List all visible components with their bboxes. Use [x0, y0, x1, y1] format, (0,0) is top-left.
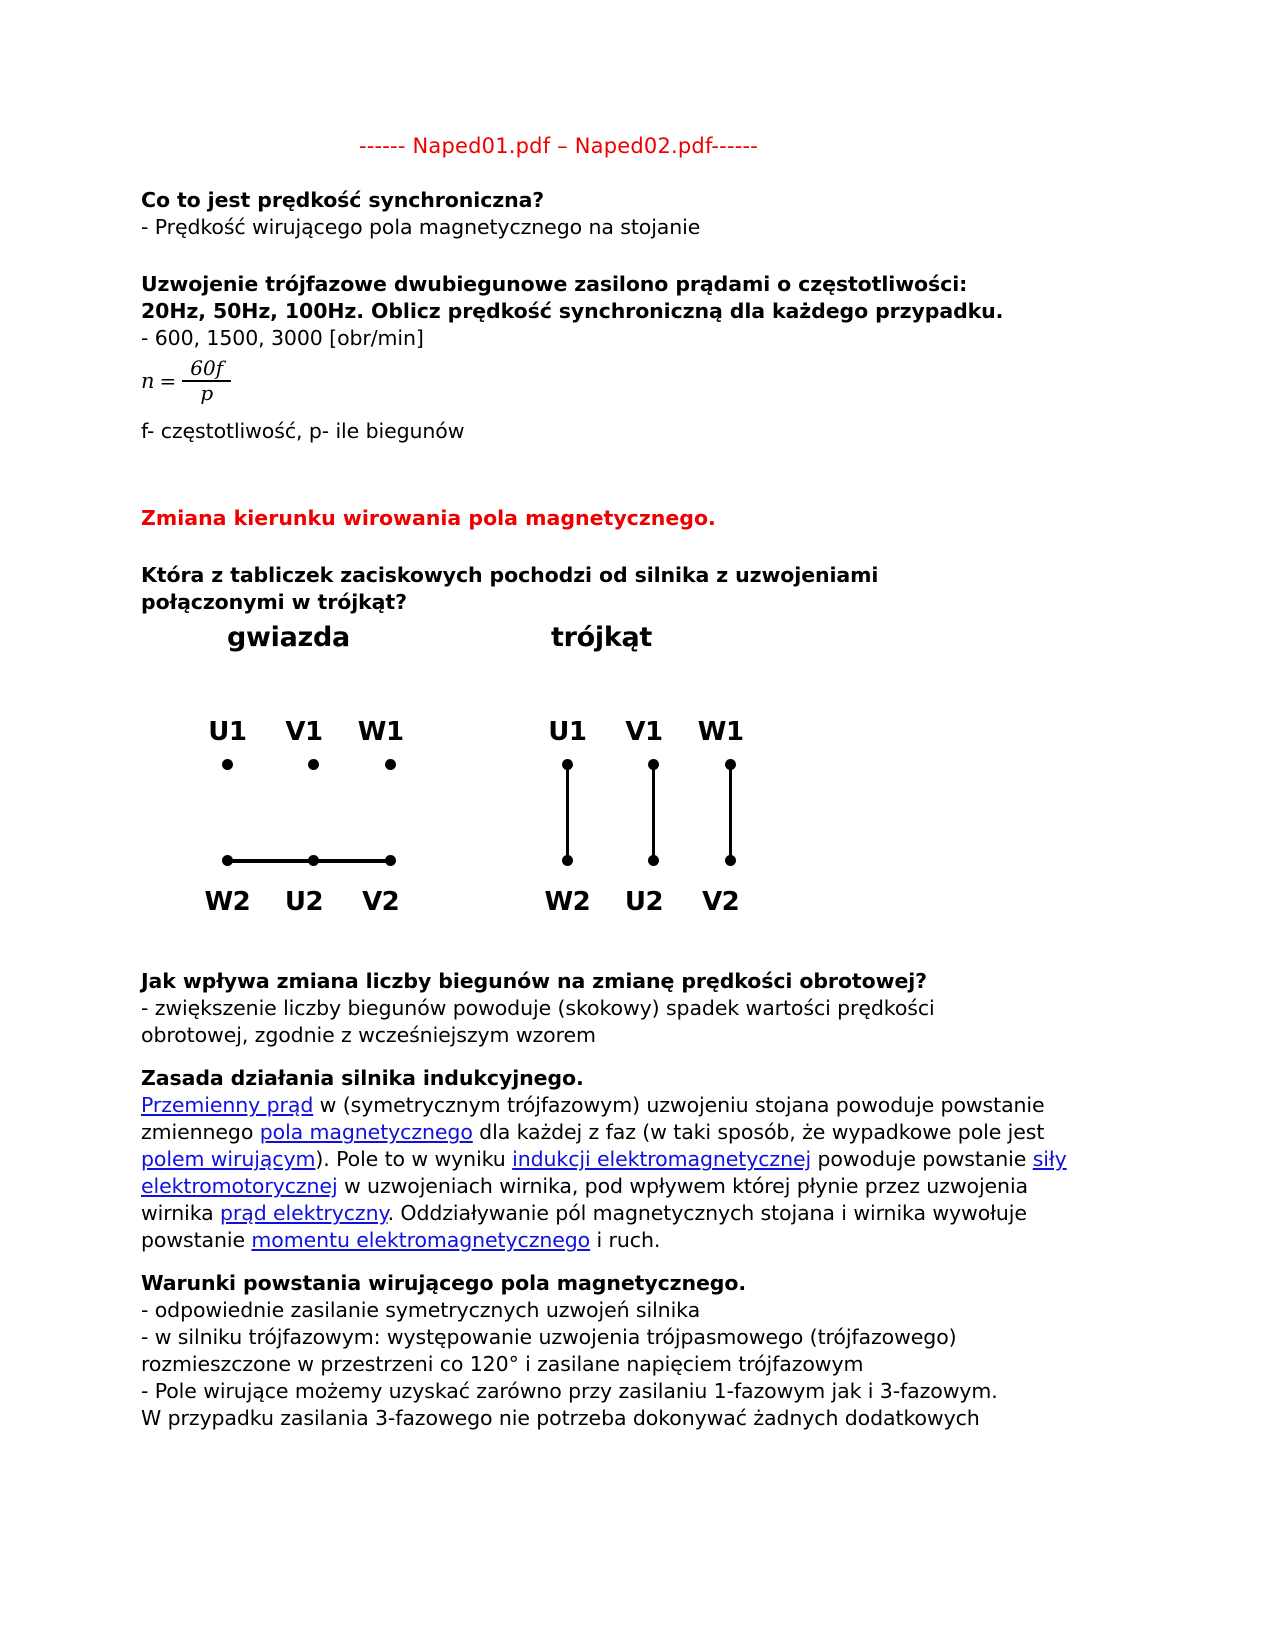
synchronous-speed-formula — [141, 358, 1096, 414]
formula-denominator: p — [200, 381, 214, 405]
diagram-delta-terminals — [529, 717, 759, 932]
terminal-label-w2: W2 — [544, 887, 591, 917]
terminal-dot-v2 — [385, 855, 396, 866]
question-4-answer-line1: - zwiększenie liczby biegunów powoduje (skokowy) spadek wartości prędkości — [141, 996, 935, 1020]
diagram-delta-top-labels — [529, 717, 759, 747]
inline-text: ). Pole to w wyniku — [315, 1147, 513, 1171]
spacer-2 — [141, 445, 1096, 505]
formula-numerator: 60f — [190, 356, 224, 380]
terminal-label-w1: W1 — [697, 717, 744, 747]
terminal-dot-u2 — [308, 855, 319, 866]
question-5-answer-paragraph — [141, 1092, 1096, 1254]
terminal-label-w1: W1 — [357, 717, 404, 747]
inline-link[interactable]: polem wirującym — [141, 1147, 316, 1171]
question-5-title: Zasada działania silnika indukcyjnego. — [141, 1066, 584, 1090]
inline-link[interactable]: pola magnetycznego — [259, 1120, 473, 1144]
diagram-star-terminals — [189, 717, 419, 932]
document-content — [141, 133, 1096, 1432]
terminal-dot-v2 — [725, 855, 736, 866]
inline-link[interactable]: momentu elektromagnetycznego — [251, 1228, 591, 1252]
red-section-heading: Zmiana kierunku wirowania pola magnetycznego. — [141, 506, 716, 530]
terminal-block-diagrams — [141, 622, 1096, 922]
diagram-star — [189, 622, 489, 932]
diagram-delta — [529, 622, 829, 932]
terminal-dot-v1 — [648, 759, 659, 770]
inline-text: . Oddziaływanie pól magnetycznych stojana i wirnika wywołuje powstanie — [141, 1201, 1027, 1252]
question-6-bullet-3: - Pole wirujące możemy uzyskać zarówno przy zasilaniu 1-fazowym jak i 3-fazowym. — [141, 1379, 998, 1403]
terminal-label-v2: V2 — [362, 887, 400, 917]
terminal-dot-w2 — [562, 855, 573, 866]
delta-link-wire-2 — [652, 763, 655, 859]
diagram-delta-bottom-labels — [529, 887, 759, 917]
question-2-answer: - 600, 1500, 3000 [obr/min] — [141, 326, 424, 350]
diagram-star-top-labels — [189, 717, 419, 747]
diagram-star-bottom-labels — [189, 887, 419, 917]
question-6-bullet-2: - w silniku trójfazowym: występowanie uzwojenia trójpasmowego (trójfazowego) — [141, 1325, 957, 1349]
question-3-title-line2: połączonymi w trójkąt? — [141, 590, 407, 614]
question-4-answer-line2: obrotowej, zgodnie z wcześniejszym wzorem — [141, 1023, 596, 1047]
delta-link-wire-1 — [566, 763, 569, 859]
question-4-title: Jak wpływa zmiana liczby biegunów na zmianę prędkości obrotowej? — [141, 969, 927, 993]
formula-lhs: n — [141, 369, 155, 393]
inline-link[interactable]: Przemienny prąd — [141, 1093, 314, 1117]
question-2-title-line1: Uzwojenie trójfazowe dwubiegunowe zasilono prądami o częstotliwości: — [141, 272, 968, 296]
diagram-delta-title: trójkąt — [551, 622, 653, 653]
document-source-header: ------ Naped01.pdf – Naped02.pdf------ — [358, 134, 759, 158]
inline-text: w uzwojeniach wirnika, pod wpływem której płynie przez uzwojenia wirnika — [141, 1174, 1029, 1225]
question-6-bullet-1: - odpowiednie zasilanie symetrycznych uzwojeń silnika — [141, 1298, 701, 1322]
terminal-label-u1: U1 — [208, 717, 247, 747]
terminal-dot-u1 — [222, 759, 233, 770]
spacer-6 — [141, 1254, 1096, 1270]
formula-equals: = — [159, 369, 177, 393]
terminal-dot-w1 — [385, 759, 396, 770]
delta-link-wire-3 — [729, 763, 732, 859]
inline-link[interactable]: siły elektromotorycznej — [141, 1147, 1067, 1198]
terminal-label-u1: U1 — [548, 717, 587, 747]
terminal-dot-w2 — [222, 855, 233, 866]
inline-link[interactable]: indukcji elektromagnetycznej — [512, 1147, 812, 1171]
terminal-dot-w1 — [725, 759, 736, 770]
question-2-title-line2: 20Hz, 50Hz, 100Hz. Oblicz prędkość synchroniczną dla każdego przypadku. — [141, 299, 1004, 323]
question-6-title: Warunki powstania wirującego pola magnetycznego. — [141, 1271, 747, 1295]
question-6-bullet-3-cont: W przypadku zasilania 3-fazowego nie potrzeba dokonywać żadnych dodatkowych — [141, 1406, 980, 1430]
spacer-1 — [141, 241, 1096, 271]
question-6-bullet-2-cont: rozmieszczone w przestrzeni co 120° i zasilane napięciem trójfazowym — [141, 1352, 864, 1376]
diagram-star-title: gwiazda — [227, 622, 350, 653]
terminal-label-u2: U2 — [284, 887, 324, 917]
terminal-dot-v1 — [308, 759, 319, 770]
terminal-label-u2: U2 — [624, 887, 664, 917]
terminal-label-v1: V1 — [285, 717, 323, 747]
inline-text: dla każdej z faz (w taki sposób, że wypadkowe pole jest — [472, 1120, 1045, 1144]
terminal-label-v2: V2 — [702, 887, 740, 917]
question-1-title: Co to jest prędkość synchroniczna? — [141, 188, 545, 212]
terminal-dot-u1 — [562, 759, 573, 770]
inline-text: w (symetrycznym trójfazowym) uzwojeniu stojana powoduje powstanie zmiennego — [141, 1093, 1045, 1144]
inline-text: powoduje powstanie — [811, 1147, 1033, 1171]
question-1-answer: - Prędkość wirującego pola magnetycznego na stojanie — [141, 215, 701, 239]
question-2-legend: f- częstotliwość, p- ile biegunów — [141, 419, 465, 443]
terminal-dot-u2 — [648, 855, 659, 866]
terminal-label-v1: V1 — [625, 717, 663, 747]
inline-text: i ruch. — [590, 1228, 661, 1252]
spacer-5 — [141, 1049, 1096, 1065]
question-3-title-line1: Która z tabliczek zaciskowych pochodzi od silnika z uzwojeniami — [141, 563, 879, 587]
inline-link[interactable]: prąd elektryczny — [220, 1201, 388, 1225]
spacer-3 — [141, 532, 1096, 562]
terminal-label-w2: W2 — [204, 887, 251, 917]
